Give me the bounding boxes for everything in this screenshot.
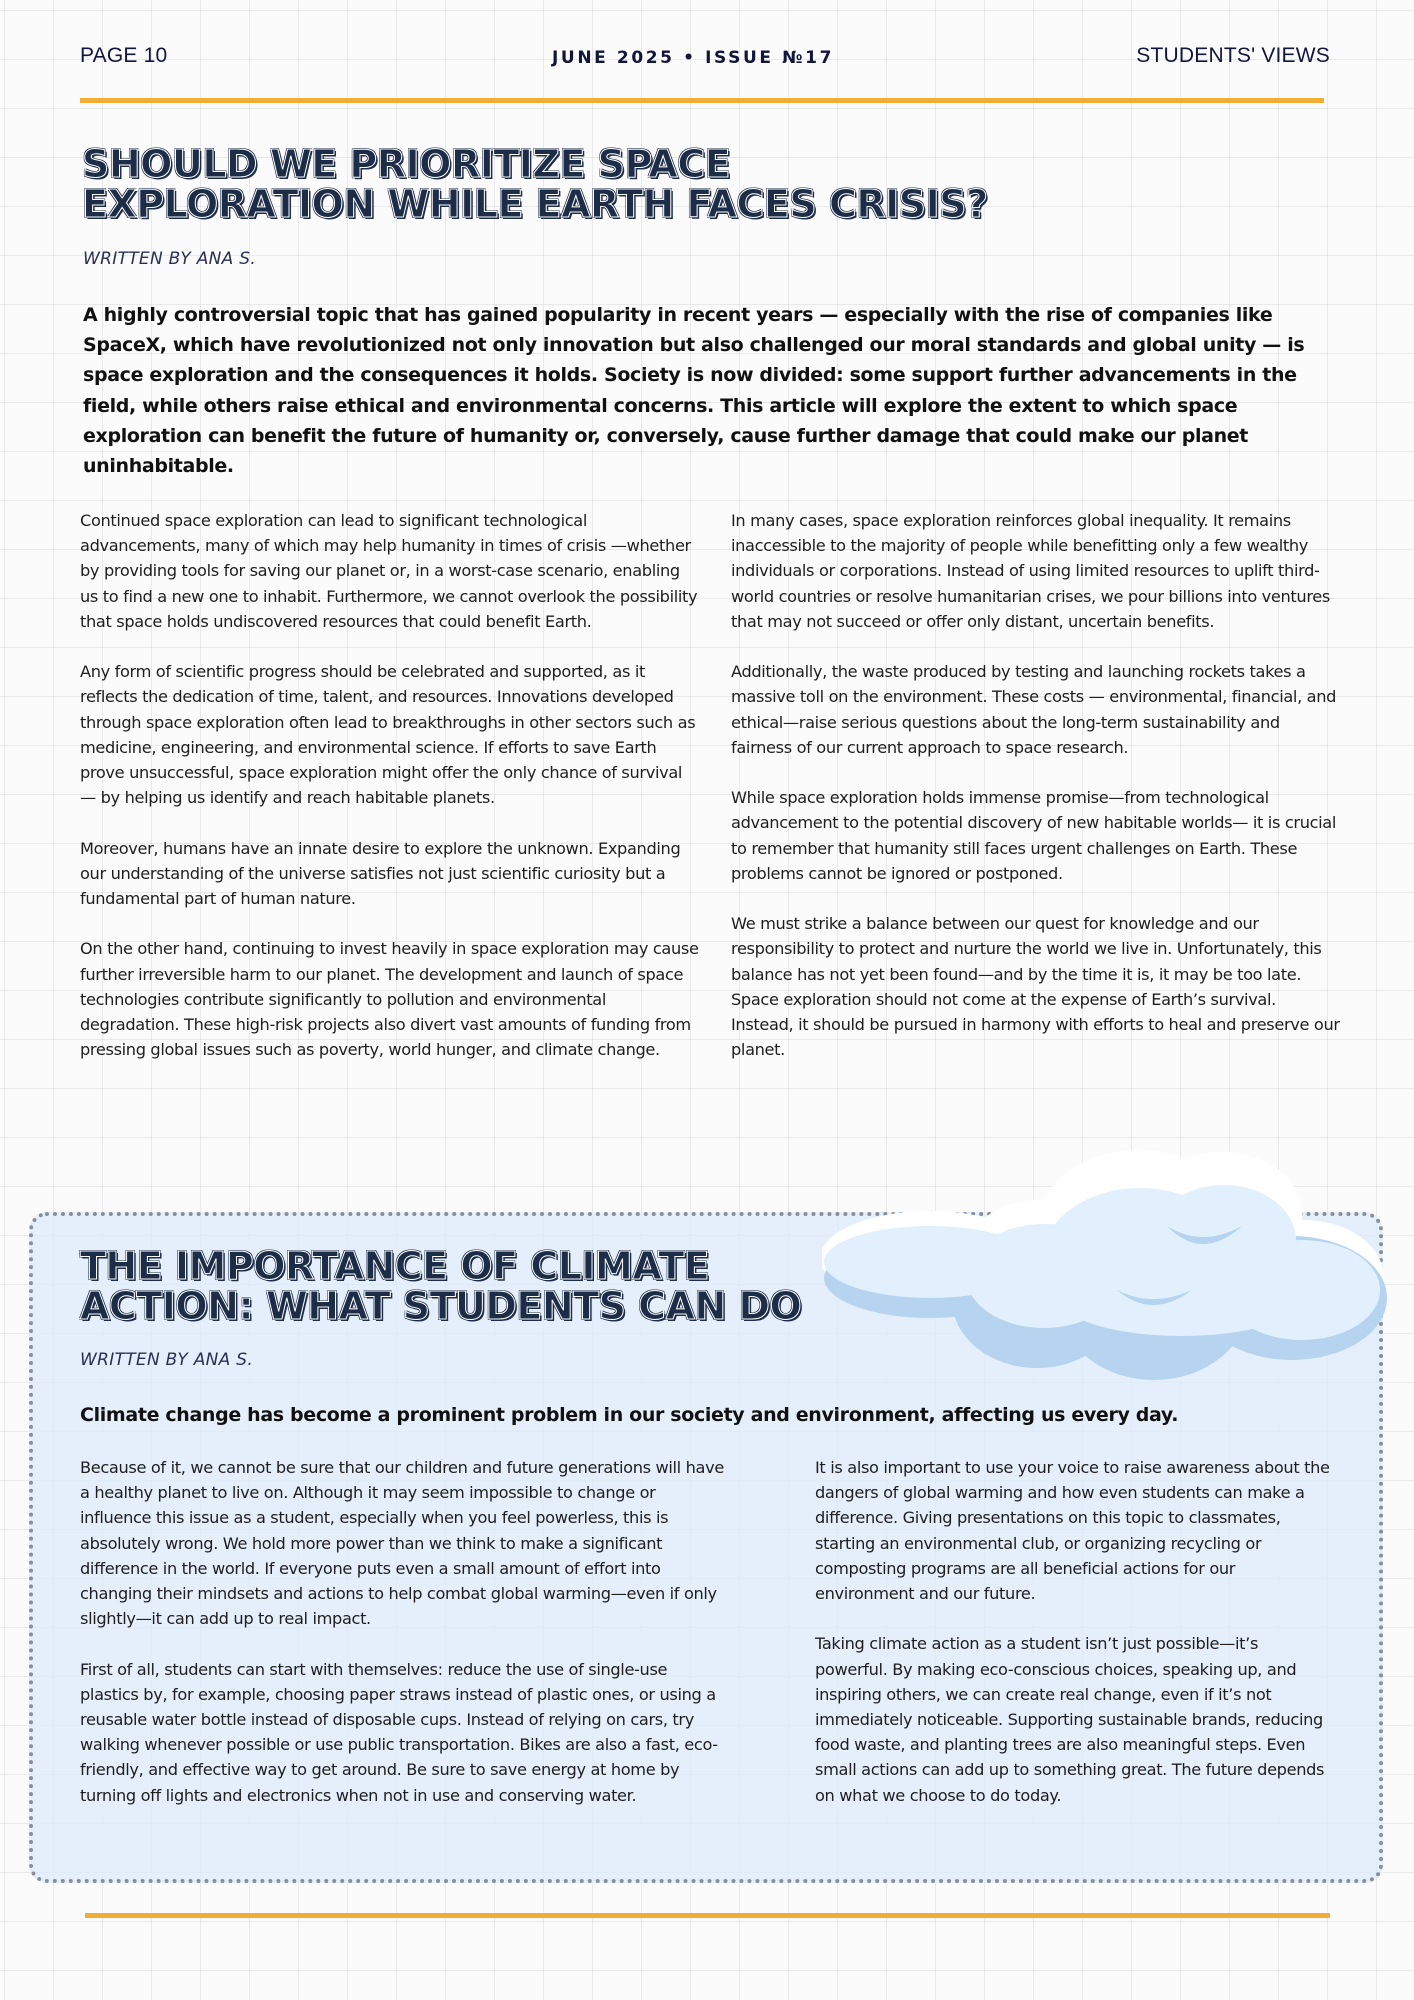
paragraph: Moreover, humans have an innate desire to explore the unknown. Expanding our understanding of the universe satisfies not just scientific curiosity but a fundamental part of human nature.	[80, 838, 681, 909]
page-header	[80, 44, 1330, 74]
issue-info: JUNE 2025 • ISSUE №17	[552, 48, 834, 68]
cloud-illustration	[822, 1150, 1387, 1400]
paragraph: First of all, students can start with themselves: reduce the use of single-use plastics by, for example, choosing paper straws instead of plastic ones, or using a reusable water bottle instead of disposable cups. Instead of relying on cars, try walking whenever possible or use public transportation. Bikes are also a fast, eco-friendly, and effective way to get around. Be sure to save energy at home by turning off lights and electronics when not in use and conserving water.	[80, 1659, 718, 1805]
article-byline: WRITTEN BY ANA S.	[80, 1350, 254, 1370]
paragraph: It is also important to use your voice to raise awareness about the dangers of global warming and how even students can make a difference. Giving presentations on this topic to classmates, starting an environmental club, or organizing recycling or composting programs are all beneficial actions for our environment and our future.	[815, 1458, 1330, 1604]
paragraph: Because of it, we cannot be sure that our children and future generations will have a healthy planet to live on. Although it may seem impossible to change or influence this issue as a student, especially when you feel powerless, this is absolutely wrong. We hold more power than we think to make a significant difference in the world. If everyone puts even a small amount of effort into changing their mindsets and actions to help combat global warming—even if only slightly—it can add up to real impact.	[80, 1458, 724, 1629]
article-lead: A highly controversial topic that has gained popularity in recent years — especially with the rise of companies like SpaceX, which have revolutionized not only innovation but also challenged our moral standards and global unity — is space exploration and the consequences it holds. Society is now divided: some support further advancements in the field, while others raise ethical and environmental concerns. This article will explore the extent to which space exploration can benefit the future of humanity or, conversely, cause further damage that could make our planet uninhabitable.	[83, 304, 1305, 478]
paragraph: Continued space exploration can lead to significant technological advancements, many of which may help humanity in times of crisis —whether by providing tools for saving our planet or, in a worst-case scenario, enabling us to find a new one to inhabit. Furthermore, we cannot overlook the possibility that space holds undiscovered resources that could benefit Earth.	[80, 511, 698, 631]
article-column-right	[731, 508, 1341, 1062]
article-column-right	[815, 1455, 1335, 1808]
page-number: PAGE 10	[80, 44, 168, 67]
article-byline: WRITTEN BY ANA S.	[83, 249, 257, 269]
paragraph: Additionally, the waste produced by testing and launching rockets takes a massive toll on the environment. These costs — environmental, financial, and ethical—raise serious questions about the long-term sustainability and fairness of our current approach to space research.	[731, 662, 1337, 757]
title-line: ACTION: WHAT STUDENTS CAN DO	[80, 1284, 802, 1328]
article-column-left	[80, 1455, 730, 1808]
paragraph: Any form of scientific progress should be celebrated and supported, as it reflects the dedication of time, talent, and resources. Innovations developed through space exploration often lead to breakthroughs in other sectors such as medicine, engineering, and environmental science. If efforts to save Earth prove unsuccessful, space exploration might offer the only chance of survival — by helping us identify and reach habitable planets.	[80, 662, 696, 808]
paragraph: While space exploration holds immense promise—from technological advancement to the potential discovery of new habitable worlds— it is crucial to remember that humanity still faces urgent challenges on Earth. These problems cannot be ignored or postponed.	[731, 788, 1337, 883]
paragraph: On the other hand, continuing to invest heavily in space exploration may cause further irreversible harm to our planet. The development and launch of space technologies contribute significantly to pollution and environmental degradation. These high-risk projects also divert vast amounts of funding from pressing global issues such as poverty, world hunger, and climate change.	[80, 939, 699, 1060]
title-line: SHOULD WE PRIORITIZE SPACE	[82, 142, 731, 186]
footer-divider	[85, 1913, 1330, 1918]
section-name: STUDENTS' VIEWS	[1136, 44, 1330, 67]
article-lead: Climate change has become a prominent problem in our society and environment, affecting us every day.	[80, 1404, 1179, 1426]
header-divider	[80, 98, 1324, 103]
paragraph: Taking climate action as a student isn’t just possible—it’s powerful. By making eco-conscious choices, speaking up, and inspiring others, we can create real change, even if it’s not immediately noticeable. Supporting sustainable brands, reducing food waste, and planting trees are also meaningful steps. Even small actions can add up to something great. The future depends on what we choose to do today.	[815, 1634, 1325, 1805]
title-line: EXPLORATION WHILE EARTH FACES CRISIS?	[82, 182, 988, 226]
title-line: THE IMPORTANCE OF CLIMATE	[80, 1244, 710, 1288]
cloud-icon	[822, 1150, 1387, 1380]
article-column-left	[80, 508, 700, 1062]
article-title-climate	[80, 1246, 880, 1326]
paragraph: We must strike a balance between our quest for knowledge and our responsibility to protect and nurture the world we live in. Unfortunately, this balance has not yet been found—and by the time it is, it may be too late. Space exploration should not come at the expense of Earth’s survival. Instead, it should be pursued in harmony with efforts to heal and preserve our planet.	[731, 914, 1340, 1060]
article-title-space	[82, 144, 1082, 224]
paragraph: In many cases, space exploration reinforces global inequality. It remains inaccessible to the majority of people while benefitting only a few wealthy individuals or corporations. Instead of using limited resources to uplift third-world countries or resolve humanitarian crises, we pour billions into ventures that may not succeed or offer only distant, uncertain benefits.	[731, 511, 1330, 631]
